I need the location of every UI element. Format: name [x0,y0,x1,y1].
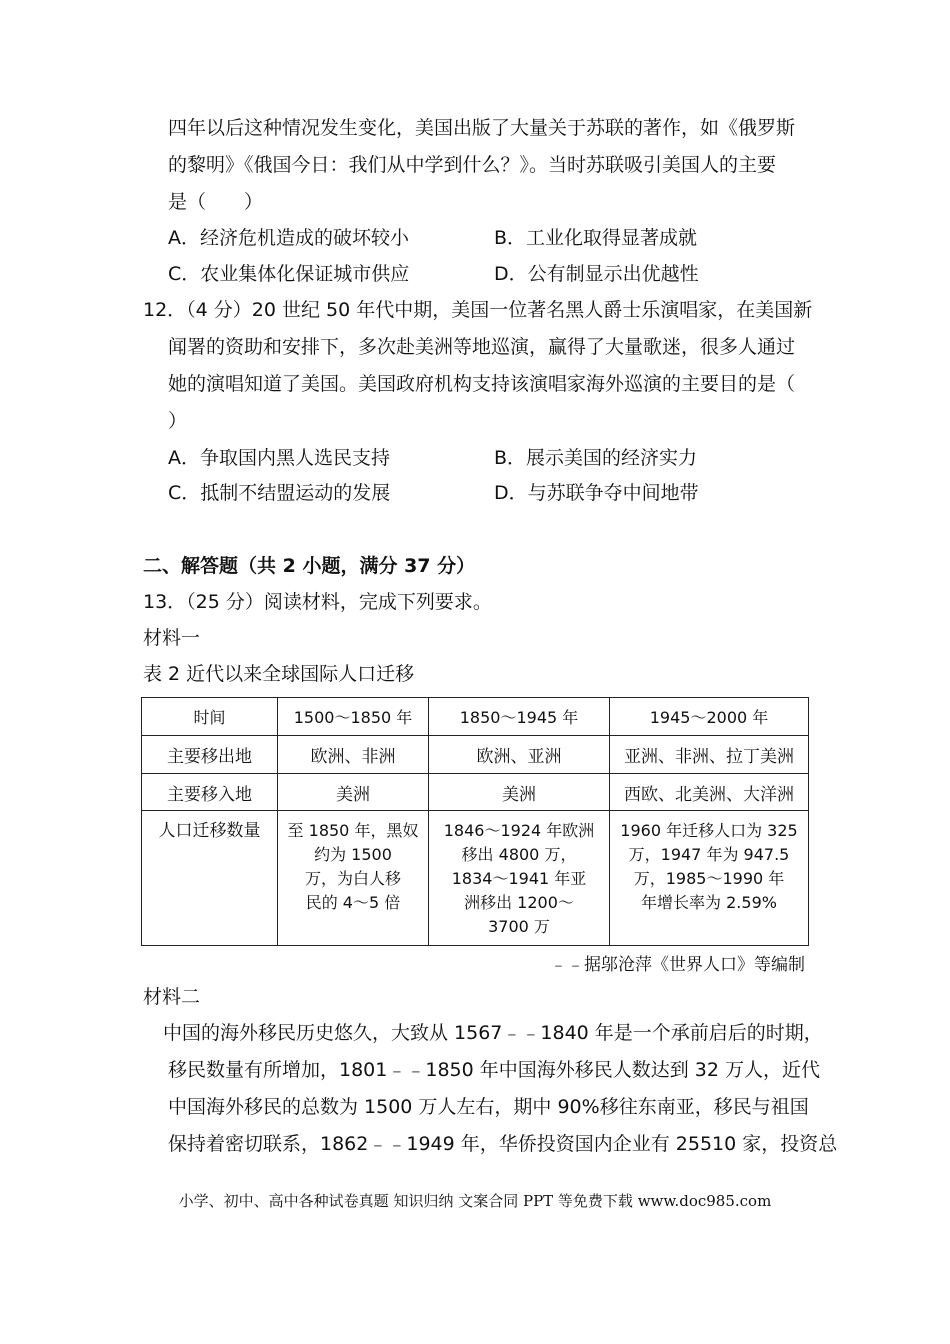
q12-line-2: 闻署的资助和安排下，多次赴美洲等地巡演，赢得了大量歌迷，很多人通过 [168,336,796,358]
cell-line: 洲移出 1200～ [464,893,574,912]
q12-option-b: B．展示美国的经济实力 [494,447,698,469]
cell-line: 万，1947 年为 947.5 [628,845,790,864]
table-cell [429,811,610,946]
material-two-line-1: 中国的海外移民历史悠久，大致从 1567﹣﹣1840 年是一个承前启后的时期， [163,1022,823,1044]
table-cell [278,811,429,946]
cell-line: 万，为白人移 [304,869,401,888]
table-row [142,774,809,811]
q11-line-1: 四年以后这种情况发生变化，美国出版了大量关于苏联的著作，如《俄罗斯 [168,117,796,139]
material-two-line-3: 中国海外移民的总数为 1500 万人左右，期中 90%移往东南亚，移民与祖国 [168,1096,809,1118]
material-two-line-4: 保持着密切联系，1862﹣﹣1949 年，华侨投资国内企业有 25510 家，投资总 [168,1133,838,1155]
table-source: ﹣﹣据邬沧萍《世界人口》等编制 [550,955,805,975]
material-two-line-2: 移民数量有所增加，1801﹣﹣1850 年中国海外移民人数达到 32 万人，近代 [168,1059,821,1081]
q11-option-b: B．工业化取得显著成就 [494,227,698,249]
material-one-label: 材料一 [143,627,201,649]
table-title: 表 2 近代以来全球国际人口迁移 [143,663,415,685]
table-header-cell: 1500～1850 年 [278,698,429,736]
cell-line: 1960 年迁移人口为 325 [620,821,798,840]
material-two-label: 材料二 [143,986,201,1008]
table-header-cell: 1945～2000 年 [610,698,809,736]
q11-line-3: 是（ ） [168,191,264,213]
q11-line-2: 的黎明》《俄国今日：我们从中学到什么？》。当时苏联吸引美国人的主要 [168,154,777,176]
q12-option-d: D．与苏联争夺中间地带 [494,482,699,504]
section-heading: 二、解答题（共 2 小题，满分 37 分） [143,555,476,577]
migration-table [141,697,809,946]
table-cell: 主要移入地 [142,774,278,811]
q12-line-1: 12．（4 分）20 世纪 50 年代中期，美国一位著名黑人爵士乐演唱家，在美国新 [143,299,813,321]
table-cell: 主要移出地 [142,736,278,774]
table-row [142,736,809,774]
table-header-cell: 时间 [142,698,278,736]
cell-line: 万，1985～1990 年 [633,869,785,888]
cell-line: 1846～1924 年欧洲 [443,821,595,840]
table-cell: 亚洲、非洲、拉丁美洲 [610,736,809,774]
cell-line: 3700 万 [488,917,550,936]
table-cell: 欧洲、非洲 [278,736,429,774]
table-header-cell: 1850～1945 年 [429,698,610,736]
cell-line: 1834～1941 年亚 [451,869,587,888]
cell-line: 至 1850 年，黑奴 [287,821,419,840]
table-cell: 西欧、北美洲、大洋洲 [610,774,809,811]
q12-line-4: ） [168,410,188,432]
page-footer: 小学、初中、高中各种试卷真题 知识归纳 文案合同 PPT 等免费下载 www.doc985.com [178,1192,772,1210]
q11-option-c: C．农业集体化保证城市供应 [168,263,410,285]
table-cell: 美洲 [278,774,429,811]
cell-line: 约为 1500 [314,845,392,864]
table-cell: 欧洲、亚洲 [429,736,610,774]
q13-prompt: 13．（25 分）阅读材料，完成下列要求。 [143,591,492,613]
table-header-row [142,698,809,736]
q12-option-c: C．抵制不结盟运动的发展 [168,482,391,504]
table-cell: 美洲 [429,774,610,811]
cell-line: 民的 4～5 倍 [305,893,401,912]
q11-option-a: A．经济危机造成的破坏较小 [168,227,409,249]
q11-option-d: D．公有制显示出优越性 [494,263,699,285]
cell-line: 移出 4800 万， [461,845,577,864]
cell-line: 年增长率为 2.59% [641,893,777,912]
table-row [142,811,809,946]
q12-option-a: A．争取国内黑人选民支持 [168,447,390,469]
q12-line-3: 她的演唱知道了美国。美国政府机构支持该演唱家海外巡演的主要目的是（ [168,373,796,395]
table-cell: 人口迁移数量 [142,811,278,946]
table-cell [610,811,809,946]
